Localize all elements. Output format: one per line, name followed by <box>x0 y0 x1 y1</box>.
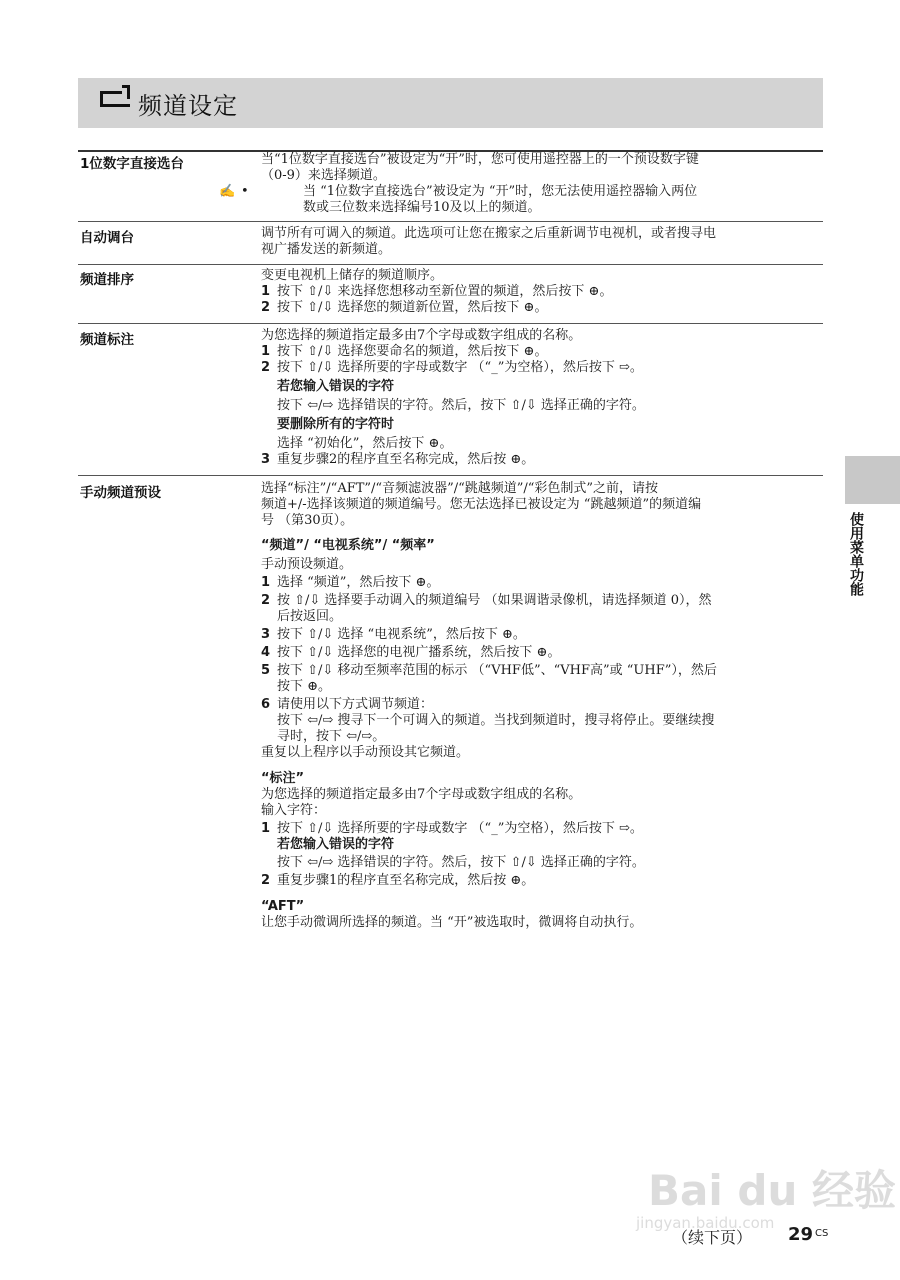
term-auto-tune: 自动调台 <box>80 230 134 246</box>
desc-channel-sort: 变更电视机上储存的频道顺序。 1 按下 ⇧/⇩ 来选择您想移动至新位置的频道，然后按下 ⊕。 2 按下 ⇧/⇩ 选择您的频道新位置，然后按下 ⊕。 <box>261 268 613 315</box>
pencil-note-icon: ✍ <box>219 184 236 199</box>
term-manual-preset: 手动频道预设 <box>80 485 161 501</box>
divider <box>78 264 823 265</box>
page-title: 频道设定 <box>138 92 238 120</box>
continued-note: （续下页） <box>672 1228 753 1247</box>
term-direct-select: 1位数字直接选台 <box>80 156 184 172</box>
divider <box>78 323 823 324</box>
desc-direct-select: 当“1位数字直接选台”被设定为“开”时，您可使用遥控器上的一个预设数字键 （0-9）来选择频道。 ✍ • 当 “1位数字直接选台”被设定为 “开”时，您无法使用遥控器输入两位 数或三位数来选择编号10及以上的频道。 <box>261 152 826 216</box>
subheading-aft: “AFT” <box>261 899 305 914</box>
desc-manual-preset: 选择“标注”/“AFT”/“音频滤波器”/“跳越频道”/“彩色制式”之前，请按 频道+/-选择该频道的频道编号。您无法选择已被设定为 “跳越频道”的频道编 号 （第30页）。 “频道”/ “电视系统”/ “频率” 手动预设频道。 1 选择 “频道”，然后按下 ⊕。 2 按 ⇧/⇩ 选择要手动调入的频道编号 （如果调谐录像机，请选择频道 0），然 后按返回。 3 按下 ⇧/⇩ 选择 “电视系统”，然后按下 ⊕。 4 按下 ⇧/⇩ 选择您的电视广播系统，然后按下 ⊕。 5 按下 ⇧/⇩ 移动至频率范围的标示 （“VHF低”、“VHF高”或 “UHF”），然后 按下 ⊕。 6 请使用以下方式调节频道： 按下 ⇦/⇨ 搜寻下一个可调入的频道。当找到频道时，搜寻将停止。要继续搜 寻时，按下 ⇦/⇨。 重复以上程序以手动预设其它频道。 “标注” 为您选择的频道指定最多由7个字母或数字组成的名称。 输入字符： 1 按下 ⇧/⇩ 选择所要的字母或数字 （“_”为空格），然后按下 ⇨。 若您输入错误的字符 按下 ⇦/⇨ 选择错误的字符。然后，按下 ⇧/⇩ 选择正确的字符。 2 重复步骤1的程序直至名称完成，然后按 ⊕。 “AFT” 让您手动微调所选择的频道。当 “开”被选取时，微调将自动执行。 <box>261 481 826 931</box>
side-label: 使用菜单功能 <box>848 512 864 596</box>
divider <box>78 475 823 476</box>
side-tab <box>845 456 900 504</box>
language-code: CS <box>815 1228 829 1239</box>
term-channel-sort: 频道排序 <box>80 272 134 288</box>
page-number: 29 <box>788 1224 814 1245</box>
subheading-channel-system-frequency: “频道”/ “电视系统”/ “频率” <box>261 538 435 553</box>
desc-auto-tune: 调节所有可调入的频道。此选项可让您在搬家之后重新调节电视机，或者搜寻电 视广播发送的新频道。 <box>261 226 717 257</box>
divider <box>78 221 823 222</box>
tv-channel-icon <box>100 91 122 107</box>
section-header <box>78 78 823 128</box>
term-channel-label: 频道标注 <box>80 332 134 348</box>
watermark-url: jingyan.baidu.com <box>636 1214 775 1232</box>
desc-channel-label: 为您选择的频道指定最多由7个字母或数字组成的名称。 1 按下 ⇧/⇩ 选择您要命名的频道，然后按下 ⊕。 2 按下 ⇧/⇩ 选择所要的字母或数字 （“_”为空格），然后按下 ⇨。 若您输入错误的字符 按下 ⇦/⇨ 选择错误的字符。然后，按下 ⇧/⇩ 选择正确的字符。 要删除所有的字符时 选择 “初始化”，然后按下 ⊕。 3 重复步骤2的程序直至名称完成，然后按 ⊕。 <box>261 328 645 467</box>
subheading-label: “标注” <box>261 771 305 786</box>
note: ✍ • 当 “1位数字直接选台”被设定为 “开”时，您无法使用遥控器输入两位 <box>219 184 698 199</box>
watermark-logo: Bai du 经验 <box>648 1166 896 1215</box>
